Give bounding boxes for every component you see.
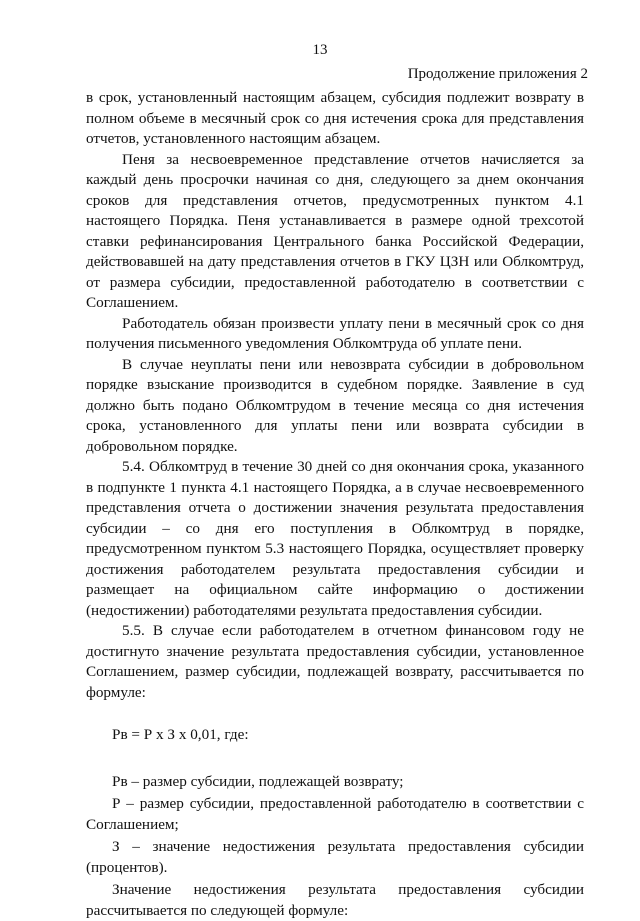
paragraph-court-recovery: В случае неуплаты пени или невозврата субсидии в добровольном порядке взыскание производится в судебном порядке. Заявление в суд должно быть подано Облкомтрудом в течение месяца со дня истечения срока, установленного для уплаты пени или возврата субсидии в добровольном порядке. bbox=[86, 355, 584, 455]
paragraph-refund-term: в срок, установленный настоящим абзацем, субсидия подлежит возврату в полном объеме в месячный срок со дня истечения срока для представления отчетов, установленного настоящим абзацем. bbox=[86, 89, 584, 147]
definition-rv: Рв – размер субсидии, подлежащей возврату; bbox=[112, 772, 404, 790]
definition-z: З – значение недостижения результата предоставления субсидии (процентов). bbox=[86, 838, 584, 876]
refund-formula: Рв = Р х З х 0,01, где: bbox=[112, 726, 249, 743]
paragraph-5-5: 5.5. В случае если работодателем в отчетном финансовом году не достигнуто значение результата предоставления субсидии, установленное Соглашением, размер субсидии, подлежащей возврату, рассчитывается по формуле: bbox=[86, 622, 584, 701]
page-number: 13 bbox=[312, 42, 328, 58]
paragraph-penalty-accrual: Пеня за несвоевременное представление отчетов начисляется за каждый день просрочки начиная со дня, следующего за днем окончания сроков для представления отчетов, предусмотренных пунктом 4.1 настоящего Порядка. Пеня устанавливается в размере одной трехсотой ставки рефинансирования Центрального банка Российской Федерации, действовавшей на дату представления отчетов в ГКУ ЦЗН или Облкомтруд, от размера субсидии, предоставленной работодателю в соответствии с Соглашением. bbox=[86, 150, 584, 311]
paragraph-z-formula-intro: Значение недостижения результата предоставления субсидии рассчитывается по следующей формуле: bbox=[86, 881, 584, 919]
appendix-continuation-label: Продолжение приложения 2 bbox=[407, 66, 588, 82]
definition-p: Р – размер субсидии, предоставленной работодателю в соответствии с Соглашением; bbox=[86, 795, 584, 833]
paragraph-penalty-payment: Работодатель обязан произвести уплату пени в месячный срок со дня получения письменного уведомления Облкомтруда об уплате пени. bbox=[86, 314, 584, 352]
paragraph-5-4: 5.4. Облкомтруд в течение 30 дней со дня окончания срока, указанного в подпункте 1 пункта 4.1 настоящего Порядка, а в случае несвоевременного представления отчета о достижении значения результата предоставления субсидии – со дня его поступления в Облкомтруд в порядке, предусмотренном пунктом 5.3 настоящего Порядка, осуществляет проверку достижения работодателем результата предоставления субсидии и размещает на официальном сайте информацию о достижении (недостижении) работодателями результата предоставления субсидии. bbox=[86, 458, 584, 619]
document-body bbox=[86, 88, 584, 921]
